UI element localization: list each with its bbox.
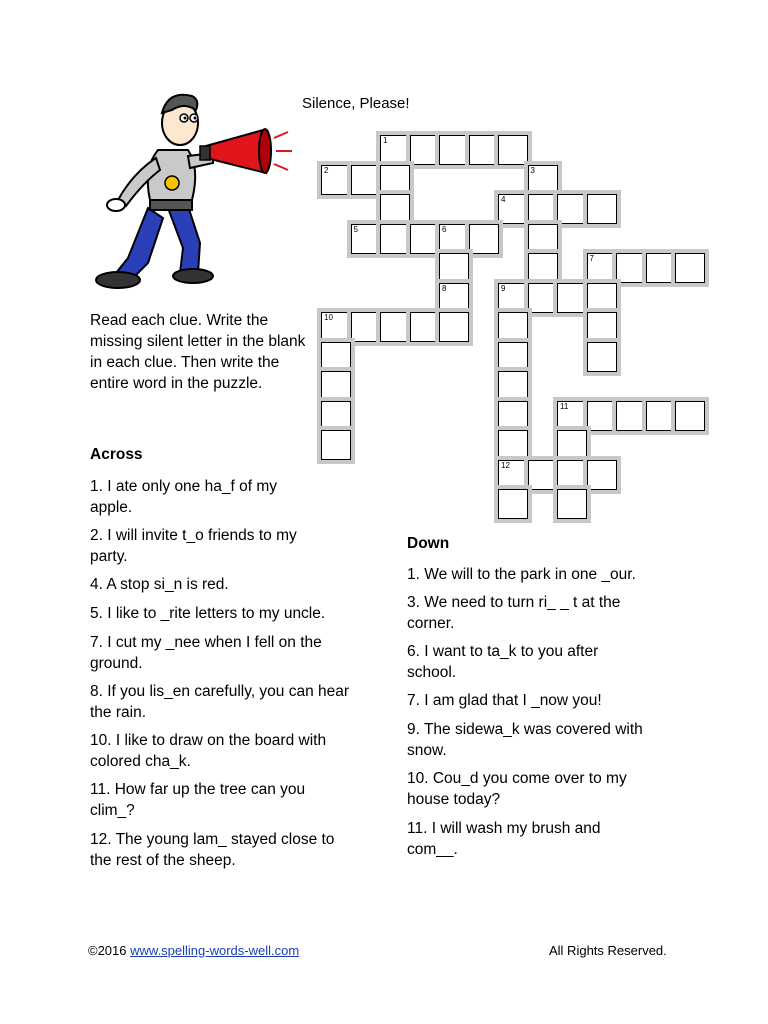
across-clue: 5. I like to _rite letters to my uncle.	[90, 605, 326, 622]
cell-number: 7	[589, 254, 594, 263]
crossword-cell[interactable]	[439, 224, 469, 254]
crossword-cell[interactable]	[587, 401, 617, 431]
cell-number: 12	[501, 460, 510, 470]
footer-copyright	[88, 943, 299, 958]
down-clue: 1. We will to the park in one _our.	[407, 566, 636, 583]
crossword-cell[interactable]	[439, 253, 469, 283]
crossword-cell[interactable]	[646, 253, 676, 283]
down-clue: 9. The sidewa_k was covered with snow.	[407, 721, 643, 759]
cell-number: 4	[501, 195, 506, 204]
page-title: Silence, Please!	[302, 95, 410, 112]
crossword-cell[interactable]	[380, 224, 410, 254]
cell-number: 5	[353, 224, 358, 234]
across-clue: 11. How far up the tree can you clim_?	[90, 781, 306, 819]
crossword-cell[interactable]	[675, 401, 705, 431]
cell-number: 10	[324, 313, 333, 322]
down-clue: 11. I will wash my brush and com__.	[407, 820, 601, 858]
crossword-cell[interactable]	[498, 401, 528, 431]
crossword-cell[interactable]	[587, 253, 617, 283]
crossword-cell[interactable]	[498, 283, 528, 313]
crossword-cell[interactable]	[587, 194, 617, 224]
crossword-cell[interactable]	[351, 224, 381, 254]
crossword-cell[interactable]	[498, 135, 528, 165]
footer-rights: All Rights Reserved.	[549, 943, 667, 958]
across-clue: 12. The young lam_ stayed close to the rest of the sheep.	[90, 831, 335, 869]
crossword-cell[interactable]	[587, 342, 617, 372]
across-heading: Across	[90, 446, 143, 463]
crossword-cell[interactable]	[498, 312, 528, 342]
crossword-cell[interactable]	[557, 489, 587, 519]
across-clue: 4. A stop si_n is red.	[90, 576, 229, 593]
cell-number: 11	[560, 401, 569, 411]
crossword-cell[interactable]	[528, 253, 558, 283]
crossword-cell[interactable]	[646, 401, 676, 431]
across-clue: 2. I will invite t_o friends to my party.	[90, 527, 297, 565]
crossword-cell[interactable]	[469, 135, 499, 165]
crossword-cell[interactable]	[351, 312, 381, 342]
crossword-cell[interactable]	[557, 460, 587, 490]
down-clue: 3. We need to turn ri_ _ t at the corner.	[407, 594, 621, 632]
down-clue: 10. Cou_d you come over to my house today?	[407, 770, 627, 808]
crossword-cell[interactable]	[498, 430, 528, 460]
crossword-cell[interactable]	[528, 283, 558, 313]
crossword-cell[interactable]	[557, 194, 587, 224]
crossword-cell[interactable]	[321, 430, 351, 460]
crossword-cell[interactable]	[528, 460, 558, 490]
crossword-cell[interactable]	[321, 342, 351, 372]
crossword-cell[interactable]	[410, 224, 440, 254]
crossword-cell[interactable]	[321, 312, 351, 342]
across-clue: 8. If you lis_en carefully, you can hear the rain.	[90, 683, 350, 721]
crossword-cell[interactable]	[380, 312, 410, 342]
cell-number: 1	[383, 136, 388, 145]
crossword-cell[interactable]	[498, 371, 528, 401]
across-clue: 10. I like to draw on the board with colored cha_k.	[90, 732, 327, 770]
website-link[interactable]: www.spelling-words-well.com	[130, 943, 300, 958]
across-clue: 7. I cut my _nee when I fell on the ground.	[90, 634, 322, 672]
crossword-cell[interactable]	[439, 135, 469, 165]
crossword-cell[interactable]	[498, 194, 528, 224]
crossword-cell[interactable]	[380, 165, 410, 195]
crossword-cell[interactable]	[557, 430, 587, 460]
crossword-cell[interactable]	[321, 165, 351, 195]
crossword-cell[interactable]	[587, 312, 617, 342]
across-clue: 1. I ate only one ha_f of my apple.	[90, 478, 277, 516]
crossword-cell[interactable]	[528, 224, 558, 254]
cell-number: 3	[530, 165, 535, 175]
crossword-cell[interactable]	[587, 460, 617, 490]
crossword-cell[interactable]	[321, 371, 351, 401]
crossword-cell[interactable]	[380, 194, 410, 224]
crossword-cell[interactable]	[439, 283, 469, 313]
copyright-text: ©2016	[88, 943, 131, 958]
down-clue: 7. I am glad that I _now you!	[407, 692, 602, 709]
cell-number: 9	[501, 283, 506, 293]
cell-number: 2	[324, 165, 329, 175]
crossword-cell[interactable]	[557, 283, 587, 313]
crossword-cell[interactable]	[557, 401, 587, 431]
crossword-cell[interactable]	[498, 342, 528, 372]
crossword-cell[interactable]	[351, 165, 381, 195]
crossword-cell[interactable]	[498, 460, 528, 490]
crossword-cell[interactable]	[616, 401, 646, 431]
down-clue: 6. I want to ta_k to you after school.	[407, 643, 599, 681]
crossword-cell[interactable]	[321, 401, 351, 431]
instructions: Read each clue. Write the missing silent letter in the blank in each clue. Then write the entire word in the puzzle.	[90, 312, 306, 392]
crossword-cell[interactable]	[528, 165, 558, 195]
down-heading: Down	[407, 535, 450, 552]
crossword-cell[interactable]	[616, 253, 646, 283]
cell-number: 6	[442, 224, 447, 234]
crossword-cell[interactable]	[498, 489, 528, 519]
crossword-cell[interactable]	[410, 312, 440, 342]
crossword-cell[interactable]	[410, 135, 440, 165]
cell-number: 8	[442, 283, 447, 293]
crossword-cell[interactable]	[380, 135, 410, 165]
crossword-cell[interactable]	[469, 224, 499, 254]
crossword-cell[interactable]	[675, 253, 705, 283]
crossword-cell[interactable]	[528, 194, 558, 224]
crossword-cell[interactable]	[439, 312, 469, 342]
crossword-cell[interactable]	[587, 283, 617, 313]
